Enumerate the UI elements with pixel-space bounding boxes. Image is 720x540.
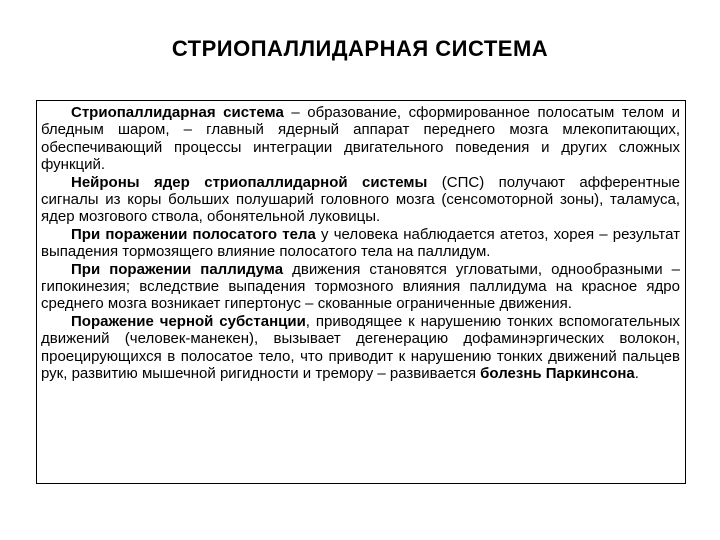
paragraph-text: (СПС) получают афферентные сигналы из коры больших полушарий головного мозга (сенсомоторной зоны), таламуса, ядер мозгового ствола, обонятельной луковицы.: [41, 173, 681, 226]
paragraph-pallidum-lesion: [41, 261, 680, 313]
paragraph-lead: При поражении полосатого тела: [71, 225, 316, 243]
text-box: [36, 100, 686, 484]
paragraph-text: движения становятся угловатыми, однообразными – гипокинезия; вследствие выпадения тормозного влияния паллидума на красное ядро среднего мозга возникает гипертонус – скованные ограниченные движения.: [41, 260, 681, 313]
paragraph-lead: Поражение черной субстанции: [71, 312, 306, 330]
paragraph-sps-neurons: [41, 174, 680, 226]
parkinson-term: болезнь Паркинсона: [480, 365, 635, 383]
paragraph-striatum-lesion: [41, 226, 680, 261]
paragraph-lead: Нейроны ядер стриопаллидарной системы: [71, 173, 428, 191]
paragraph-text: – образование, сформированное полосатым телом и бледным шаром, – главный ядерный аппарат переднего мозга млекопитающих, обеспечивающий процессы интеграции двигательного поведения и других сложных функций.: [41, 104, 680, 174]
paragraph-striopallidar-system: [41, 104, 680, 174]
paragraph-text: , приводящее к нарушению тонких вспомогательных движений (человек-манекен), вызывает дегенерацию дофаминэргических волокон, проецирующихся в полосатое тело, что приводит к нарушению тонких движений пальцев рук, развитию мышечной ригидности и тремору – развивается: [41, 312, 680, 383]
paragraph-lead: Стриопаллидарная система: [71, 104, 284, 121]
paragraph-end: .: [634, 365, 639, 383]
paragraph-lead: При поражении паллидума: [71, 260, 284, 278]
paragraph-text: у человека наблюдается атетоз, хорея – результат выпадения тормозящего влияние полосатого тела на паллидум.: [41, 225, 681, 261]
paragraph-substantia-nigra-lesion: [41, 313, 680, 383]
slide-title: СТРИОПАЛЛИДАРНАЯ СИСТЕМА: [171, 36, 549, 61]
